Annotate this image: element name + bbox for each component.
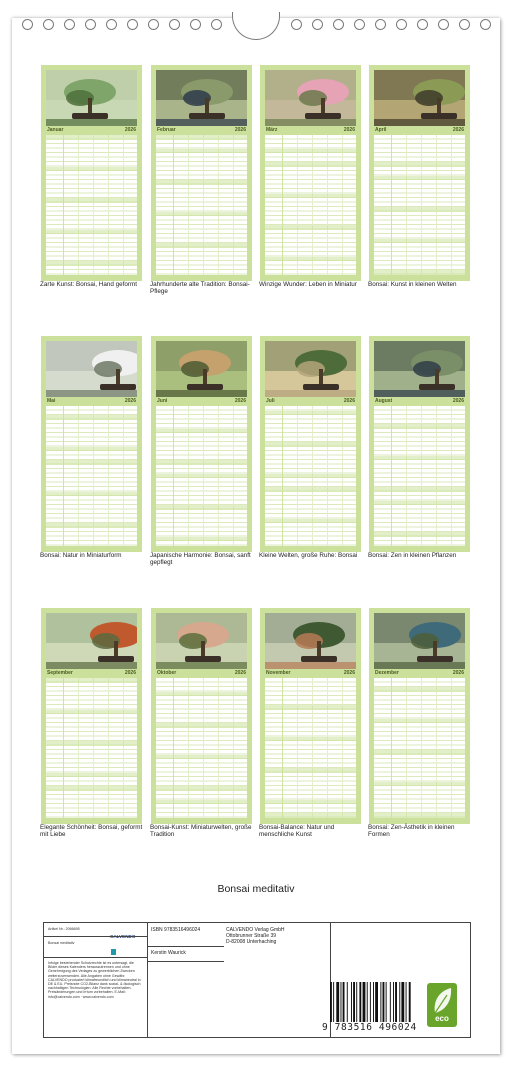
month-year: 2026 [343,670,355,676]
month-caption: Bonsai-Kunst: Miniaturwelten, große Tradition [150,824,252,839]
barcode-bar [347,982,348,1022]
weekend-row [374,687,465,692]
weekend-row [46,415,137,420]
binding-ring [64,19,75,30]
weekend-row [46,198,137,203]
weekend-row [374,239,465,244]
publisher-line-1: CALVENDO Verlag GmbH [226,927,285,933]
month-caption: Bonsai: Zen in kleinen Pflanzen [368,552,457,559]
month-name: Januar [47,127,64,133]
weekend-row [156,692,247,697]
bonsai-photo-icon [46,613,137,669]
binding-ring [291,19,302,30]
weekend-row [156,429,247,434]
month-header [156,127,247,134]
binding-ring [190,19,201,30]
month-header [374,398,465,405]
month-grid [374,678,465,818]
month-caption: Japanische Harmonie: Bonsai, sanft gepflegt [150,552,251,567]
binding-ring [417,19,428,30]
weekend-row [265,474,356,479]
month-grid [374,135,465,275]
bonsai-photo-icon [374,341,465,397]
weekend-row [46,741,137,746]
weekend-row [265,800,356,805]
barcode-bar [343,982,345,1022]
month-name: November [266,670,291,676]
weekend-row [265,149,356,154]
bonsai-photo-icon [265,613,356,669]
month-caption: Bonsai: Natur in Miniaturform [40,552,122,559]
month-grid [46,406,137,546]
weekend-row [374,487,465,492]
info-left-column [44,923,148,1037]
month-year: 2026 [124,670,136,676]
product-name: Bonsai meditativ [48,941,75,945]
barcode-bar [395,982,397,1022]
weekend-row [374,501,465,506]
month-panel [260,608,361,824]
spiral-binding [0,10,512,36]
bonsai-photo-icon [156,613,247,669]
calendar-title: Bonsai meditativ [217,883,295,895]
weekend-row [374,270,465,275]
weekend-row [46,492,137,497]
bonsai-photo-icon [46,70,137,126]
binding-ring [127,19,138,30]
weekend-row [265,768,356,773]
weekend-row [265,519,356,524]
bonsai-photo-icon [46,341,137,397]
weekend-row [156,460,247,465]
month-grid [46,135,137,275]
month-grid [265,678,356,818]
month-year: 2026 [234,127,246,133]
month-panel [369,336,470,552]
bonsai-photo-icon [374,613,465,669]
month-grid [156,135,247,275]
month-panel [41,65,142,281]
weekend-row [265,411,356,416]
weekend-row [156,180,247,185]
calendar-hanger [232,12,280,40]
weekend-row [265,737,356,742]
month-name: März [266,127,278,133]
weekend-row [265,705,356,710]
barcode-bar [353,982,355,1022]
barcode-bar [351,982,352,1022]
month-header [374,670,465,677]
eco-badge [427,983,457,1027]
month-photo [156,70,247,126]
barcode-bar [393,982,394,1022]
month-photo [265,341,356,397]
weekend-row [374,162,465,167]
binding-ring [480,19,491,30]
month-header [265,398,356,405]
bonsai-photo-icon [265,341,356,397]
binding-ring [43,19,54,30]
month-grid [46,678,137,818]
weekend-row [374,176,465,181]
divider [148,946,224,947]
month-name: August [375,398,393,404]
binding-ring [354,19,365,30]
binding-ring [148,19,159,30]
month-year: 2026 [452,670,464,676]
month-year: 2026 [124,398,136,404]
weekend-row [156,800,247,805]
month-name: Juli [266,398,275,404]
barcode-bar [359,982,361,1022]
weekend-row [156,474,247,479]
month-photo [265,613,356,669]
month-grid [156,406,247,546]
barcode-bar [373,982,374,1022]
binding-ring [169,19,180,30]
month-header [46,670,137,677]
month-caption: Winzige Wunder: Leben in Miniatur [259,281,357,288]
month-header [46,127,137,134]
barcode-bar [363,982,366,1022]
month-name: April [375,127,387,133]
weekend-row [156,212,247,217]
month-year: 2026 [343,398,355,404]
month-panel [369,65,470,281]
month-header [46,398,137,405]
month-header [265,127,356,134]
month-year: 2026 [234,398,246,404]
month-panel [151,336,252,552]
binding-ring [22,19,33,30]
barcode-bar [370,982,371,1022]
month-name: Oktober [157,670,177,676]
binding-ring [106,19,117,30]
binding-ring [438,19,449,30]
author: Kerstin Waurick [151,950,186,956]
month-name: Februar [157,127,176,133]
bonsai-photo-icon [156,70,247,126]
bonsai-photo-icon [374,70,465,126]
weekend-row [265,257,356,262]
month-year: 2026 [234,670,246,676]
month-panel [41,608,142,824]
weekend-row [374,750,465,755]
publisher-line-3: D-82008 Unterhaching [226,939,277,945]
month-photo [156,341,247,397]
weekend-row [46,167,137,172]
barcode-digits: 9 783516 496024 [322,1022,417,1033]
month-caption: Zarte Kunst: Bonsai, Hand geformt [40,281,137,288]
weekend-row [46,678,137,683]
month-photo [265,70,356,126]
calvendo-logo [110,925,144,934]
article-number: Artikel Nr.: 2066695 [48,927,80,931]
weekend-row [46,786,137,791]
month-photo [374,341,465,397]
month-caption: Bonsai: Kunst in kleinen Welten [368,281,457,288]
barcode-bar [380,982,381,1022]
weekend-row [46,460,137,465]
weekend-row [156,243,247,248]
barcode-bar [399,982,400,1022]
binding-ring [375,19,386,30]
weekend-row [156,723,247,728]
month-year: 2026 [452,398,464,404]
month-panel [151,65,252,281]
month-header [156,670,247,677]
divider [44,957,147,958]
barcode-bar [330,982,332,1022]
weekend-row [374,719,465,724]
month-caption: Kleine Welten, große Ruhe: Bonsai [259,552,358,559]
binding-ring [211,19,222,30]
bonsai-photo-icon [265,70,356,126]
weekend-row [156,537,247,542]
barcode-bar [409,982,411,1022]
month-grid [265,135,356,275]
binding-ring [85,19,96,30]
month-year: 2026 [124,127,136,133]
barcode-bars [328,982,436,1022]
binding-ring [459,19,470,30]
month-panel [260,65,361,281]
bonsai-photo-icon [156,341,247,397]
month-photo [46,341,137,397]
weekend-row [265,813,356,818]
barcode-bar [383,982,385,1022]
month-caption: Jahrhunderte alte Tradition: Bonsai-Pflege [150,281,250,296]
weekend-row [265,442,356,447]
month-photo [156,613,247,669]
eco-label: eco [435,1014,449,1023]
month-year: 2026 [452,127,464,133]
calvendo-mark-icon [111,949,116,955]
isbn: ISBN 9783516496024 [151,927,201,933]
barcode-bar [333,982,334,1022]
weekend-row [265,487,356,492]
month-grid [156,678,247,818]
weekend-row [46,523,137,528]
weekend-row [265,194,356,199]
weekend-row [156,135,247,140]
month-year: 2026 [343,127,355,133]
month-name: Dezember [375,670,399,676]
barcode-bar [390,982,391,1022]
barcode-bar [367,982,368,1022]
month-caption: Bonsai: Zen-Ästhetik in kleinen Formen [368,824,455,839]
month-header [265,670,356,677]
weekend-row [156,755,247,760]
month-name: Juni [157,398,168,404]
barcode-bar [375,982,378,1022]
month-panel [369,608,470,824]
weekend-row [156,786,247,791]
weekend-row [156,505,247,510]
weekend-row [374,424,465,429]
month-header [156,398,247,405]
binding-ring [312,19,323,30]
month-name: September [47,670,73,676]
weekend-row [46,261,137,266]
publisher-line-2: Ottobrunner Straße 39 [226,933,277,939]
month-caption: Bonsai-Balance: Natur und menschliche Kunst [259,824,335,839]
barcode-bar [336,982,339,1022]
weekend-row [46,710,137,715]
weekend-row [46,773,137,778]
month-grid [374,406,465,546]
divider [148,961,224,962]
month-panel [151,608,252,824]
weekend-row [265,225,356,230]
weekend-row [374,207,465,212]
barcode-bar [341,982,342,1022]
month-caption: Elegante Schönheit: Bonsai, geformt mit Liebe [40,824,143,839]
month-panel [41,336,142,552]
weekend-row [265,162,356,167]
barcode-bar [406,982,407,1022]
weekend-row [46,230,137,235]
weekend-row [46,135,137,140]
month-photo [46,70,137,126]
barcode-bar [401,982,404,1022]
month-grid [265,406,356,546]
divider [44,936,147,937]
weekend-row [156,149,247,154]
month-header [374,127,465,134]
barcode-bar [356,982,357,1022]
barcode-bar [386,982,387,1022]
weekend-row [46,447,137,452]
month-name: Mai [47,398,56,404]
binding-ring [396,19,407,30]
month-panel [260,336,361,552]
disclaimer-text: Infolge bestehender Schutzrechte ist es untersagt, die Bilder dieses Kalenders herauszutrennen und ohne Genehmigung des Verlages zu gewerblichen Zwecken weiterzuverwenden. Alle Angaben ohne Gewähr. CALVENDO produziert klimafreundlich und klimaneutral in DE & EU. Preisnote CO2-Bilanz dank sozial- & ökologisch nachhaltigen Technologien. Alle Rechte vorbehalten. Preisänderungen und Irrtum vorbehalten. E-Mail: info@calvendo.com · www.calvendo.com [48,961,141,999]
weekend-row [374,813,465,818]
weekend-row [374,782,465,787]
weekend-row [374,456,465,461]
info-middle-column [148,923,330,1037]
binding-ring [333,19,344,30]
month-photo [374,70,465,126]
weekend-row [374,532,465,537]
month-photo [374,613,465,669]
barcode [322,982,436,1034]
month-photo [46,613,137,669]
